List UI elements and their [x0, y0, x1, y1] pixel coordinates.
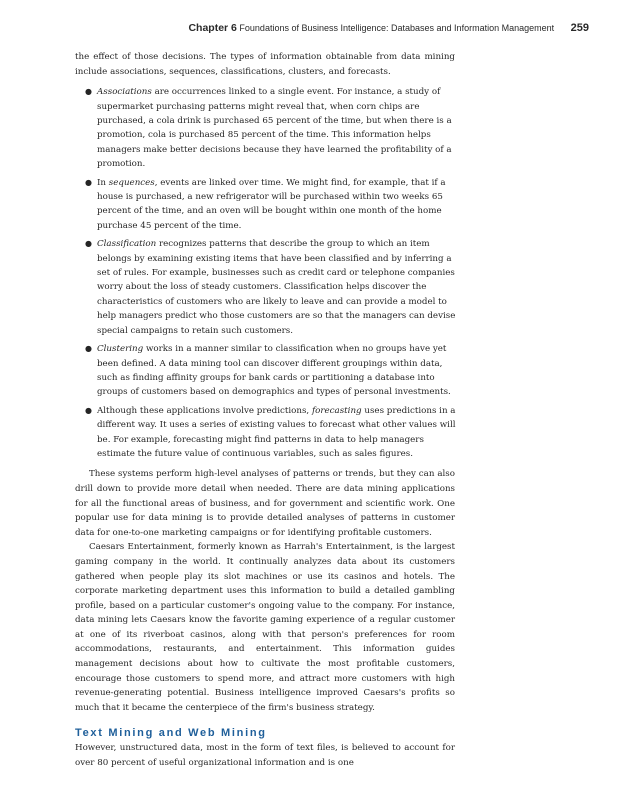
- body-paragraph: These systems perform high-level analyses of patterns or trends, but they can also drill down to provide more detail when needed. There are data mining applications for all the functional areas of business, and for government and scientific work. One popular use for data mining is to provide detailed analyses of patterns in customer data for one-to-one marketing campaigns or for identifying profitable customers.: [75, 469, 455, 538]
- page-number: 259: [570, 22, 589, 34]
- list-item-term: Clustering: [97, 344, 144, 355]
- list-item-term: sequences: [108, 177, 155, 188]
- bullet-icon: ●: [85, 177, 92, 187]
- bullet-icon: ●: [85, 405, 92, 415]
- list-item-text: are occurrences linked to a single event. For instance, a study of supermarket purchasing patterns might reveal that, when corn chips are purchased, a cola drink is purchased 65 percent of the time, but when there is a promotion, cola is purchased 85 percent of the time. This information helps managers make better decisions because they have learned the profitability of a promotion.: [97, 87, 452, 170]
- list-item-lead: Although these applications involve predictions,: [97, 405, 312, 416]
- list-item-term: Associations: [97, 87, 152, 98]
- list-item-text: works in a manner similar to classification when no groups have yet been defined. A data mining tool can discover different groupings within data, such as finding affinity groups for bank cards or partitioning a database into groups of customers based on demographics and types of personal investments.: [97, 344, 451, 398]
- body-text: [75, 50, 455, 771]
- list-item: [75, 85, 455, 171]
- list-item-lead: In: [97, 177, 109, 188]
- list-item-term: Classification: [97, 239, 157, 250]
- list-item-term: forecasting: [311, 405, 362, 416]
- list-item: [75, 176, 455, 234]
- running-header: [0, 22, 589, 34]
- list-item: [75, 404, 455, 462]
- list-item: [75, 342, 455, 400]
- bullet-icon: ●: [85, 239, 92, 249]
- data-mining-types-list: [75, 85, 455, 461]
- list-item: [75, 237, 455, 338]
- bullet-icon: ●: [85, 87, 92, 97]
- body-paragraph: Caesars Entertainment, formerly known as Harrah's Entertainment, is the largest gaming company in the world. It continually analyzes data about its customers gathered when people play its slot machines or use its casinos and hotels. The corporate marketing department uses this information to build a detailed gambling profile, based on a particular customer's ongoing value to the company. For instance, data mining lets Caesars know the favorite gaming experience of a regular customer at one of its riverboat casinos, along with that person's preferences for room accommodations, restaurants, and entertainment. This information guides management decisions about how to cultivate the most profitable customers, encourage those customers to spend more, and attract more customers with high revenue-generating potential. Business intelligence improved Caesars's profits so much that it became the centerpiece of the firm's business strategy.: [75, 542, 455, 713]
- list-item-text: , events are linked over time. We might find, for example, that if a house is purchased, a new refrigerator will be purchased within two weeks 65 percent of the time, and an oven will be bought within one month of the home purchase 45 percent of the time.: [97, 177, 446, 231]
- bullet-icon: ●: [85, 344, 92, 354]
- list-item-text: uses predictions in a different way. It uses a series of existing values to forecast what other values will be. For example, forecasting might find patterns in data to help managers estimate the future value of continuous variables, such as sales figures.: [97, 405, 456, 459]
- list-item-text: recognizes patterns that describe the group to which an item belongs by examining existing items that have been classified and by inferring a set of rules. For example, businesses such as credit card or telephone companies worry about the loss of steady customers. Classification helps discover the characteristics of customers who are likely to leave and can provide a model to help managers predict who those customers are so that the managers can devise special campaigns to retain such customers.: [97, 239, 456, 336]
- section-heading: Text Mining and Web Mining: [75, 727, 267, 740]
- chapter-label: Chapter 6: [188, 22, 237, 34]
- section-paragraph: However, unstructured data, most in the form of text files, is believed to account for over 80 percent of useful organizational information and is one: [75, 743, 455, 769]
- intro-paragraph: the effect of those decisions. The types of information obtainable from data mining include associations, sequences, classifications, clusters, and forecasts.: [75, 52, 455, 77]
- chapter-title: Foundations of Business Intelligence: Databases and Information Management: [239, 23, 555, 33]
